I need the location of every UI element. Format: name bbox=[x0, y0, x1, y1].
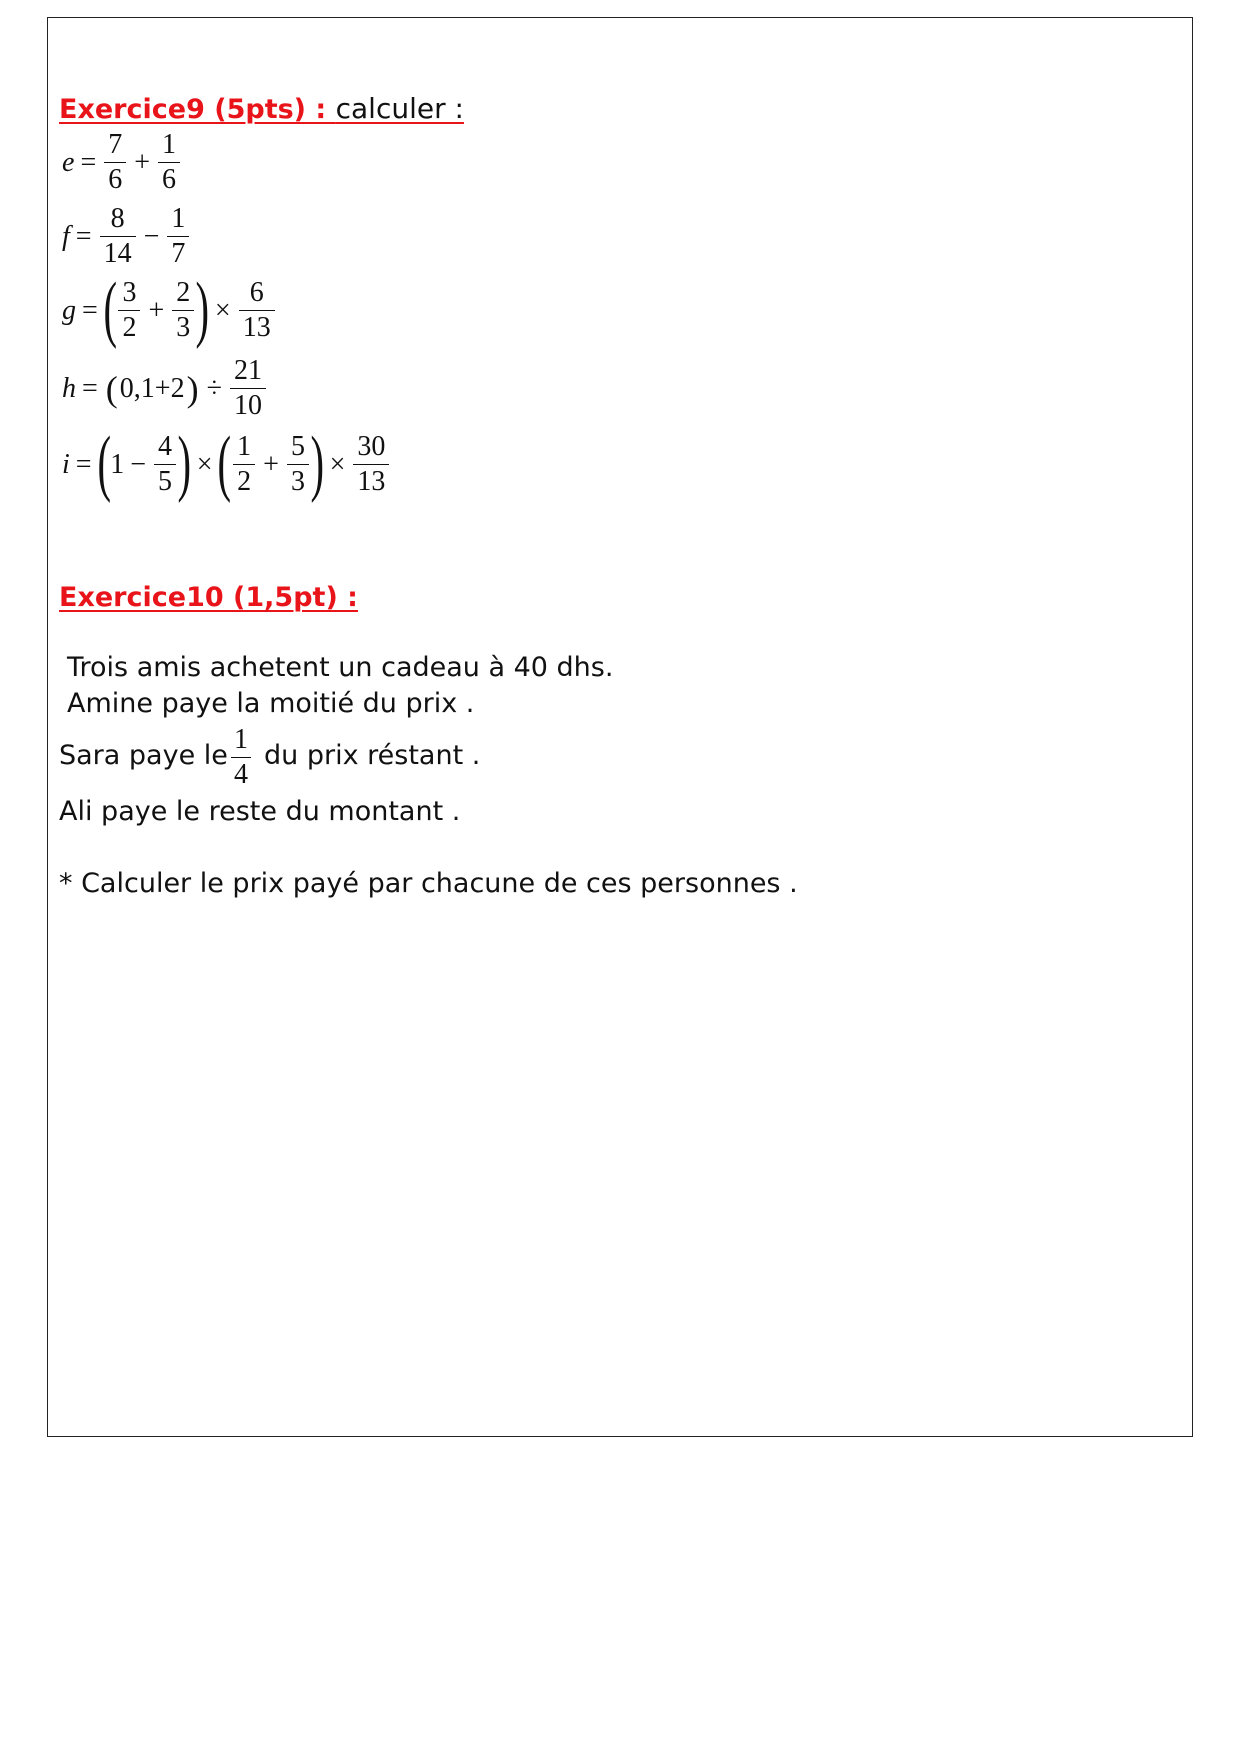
operator: − bbox=[143, 220, 160, 252]
equals-sign: = bbox=[80, 146, 97, 178]
right-paren: ) bbox=[186, 368, 199, 409]
numerator: 1 bbox=[234, 724, 248, 755]
fraction bbox=[239, 276, 275, 345]
fraction bbox=[353, 430, 389, 499]
right-paren: ) bbox=[195, 267, 210, 350]
numerator: 3 bbox=[122, 277, 137, 308]
numerator: 4 bbox=[158, 431, 173, 462]
operator: × bbox=[329, 448, 346, 480]
denominator: 13 bbox=[239, 310, 275, 345]
operator: × bbox=[214, 294, 231, 326]
numerator: 7 bbox=[108, 129, 123, 160]
fraction bbox=[287, 430, 309, 499]
denominator: 3 bbox=[287, 464, 309, 499]
numerator: 8 bbox=[110, 203, 125, 234]
equals-sign: = bbox=[82, 372, 98, 404]
equals-sign: = bbox=[82, 294, 98, 326]
exercise9-title: Exercice9 (5pts) : bbox=[59, 94, 336, 125]
denominator: 13 bbox=[353, 464, 389, 499]
numerator: 5 bbox=[290, 431, 305, 462]
denominator: 5 bbox=[154, 464, 176, 499]
denominator: 10 bbox=[230, 388, 266, 423]
numerator: 2 bbox=[176, 277, 191, 308]
exercise10-line1: Trois amis achetent un cadeau à 40 dhs. bbox=[67, 652, 614, 683]
right-paren: ) bbox=[310, 421, 325, 504]
fraction bbox=[230, 354, 266, 423]
exercise10-line2: Amine paye la moitié du prix . bbox=[67, 688, 475, 719]
numerator: 1 bbox=[237, 431, 252, 462]
left-paren: ( bbox=[103, 267, 117, 350]
left-paren: ( bbox=[105, 368, 118, 409]
denominator: 2 bbox=[233, 464, 255, 499]
denominator: 6 bbox=[158, 162, 180, 197]
numerator: 1 bbox=[171, 203, 186, 234]
fraction bbox=[118, 276, 140, 345]
expression-h bbox=[62, 354, 268, 423]
exercise10-line3-before: Sara paye le bbox=[59, 740, 228, 771]
fraction bbox=[233, 430, 255, 499]
exercise10-question: * Calculer le prix payé par chacune de ces personnes . bbox=[59, 868, 798, 899]
var-h: h bbox=[62, 372, 76, 404]
var-e: e bbox=[62, 146, 75, 178]
denominator: 4 bbox=[231, 757, 251, 792]
expression-i bbox=[62, 421, 391, 504]
fraction bbox=[158, 128, 180, 197]
fraction bbox=[100, 202, 136, 271]
operator: ÷ bbox=[206, 372, 222, 404]
exercise10-title: Exercice10 (1,5pt) : bbox=[59, 582, 358, 613]
operator: + bbox=[134, 146, 151, 178]
page-frame bbox=[47, 17, 1193, 1437]
fraction bbox=[154, 430, 176, 499]
expression-e bbox=[62, 128, 182, 197]
denominator: 6 bbox=[104, 162, 126, 197]
exercise10-line3-after: du prix réstant . bbox=[264, 740, 481, 771]
exercise10-line4: Ali paye le reste du montant . bbox=[59, 796, 461, 827]
left-paren: ( bbox=[97, 421, 111, 504]
fraction bbox=[172, 276, 194, 345]
var-g: g bbox=[62, 294, 76, 326]
operator: + bbox=[263, 448, 279, 480]
var-f: f bbox=[62, 220, 70, 252]
numerator: 1 bbox=[162, 129, 177, 160]
operator: × bbox=[196, 448, 213, 480]
expression-g bbox=[62, 267, 277, 350]
expression-f bbox=[62, 202, 191, 271]
numerator: 21 bbox=[233, 355, 262, 386]
left-paren: ( bbox=[218, 421, 232, 504]
number-one: 1 bbox=[110, 448, 125, 480]
right-paren: ) bbox=[177, 421, 192, 504]
operator: + bbox=[148, 294, 165, 326]
equals-sign: = bbox=[75, 220, 92, 252]
numerator: 30 bbox=[357, 431, 386, 462]
denominator: 14 bbox=[100, 236, 136, 271]
equals-sign: = bbox=[75, 448, 92, 480]
denominator: 2 bbox=[118, 310, 140, 345]
denominator: 7 bbox=[167, 236, 189, 271]
fraction bbox=[167, 202, 189, 271]
exercise9-heading bbox=[59, 92, 464, 125]
fraction bbox=[104, 128, 126, 197]
var-i: i bbox=[62, 448, 70, 480]
inner-expression: 0,1+2 bbox=[119, 372, 185, 404]
fraction-one-quarter bbox=[231, 723, 251, 792]
operator: − bbox=[130, 448, 147, 480]
exercise9-instruction: calculer : bbox=[335, 92, 464, 125]
numerator: 6 bbox=[249, 277, 264, 308]
denominator: 3 bbox=[172, 310, 194, 345]
